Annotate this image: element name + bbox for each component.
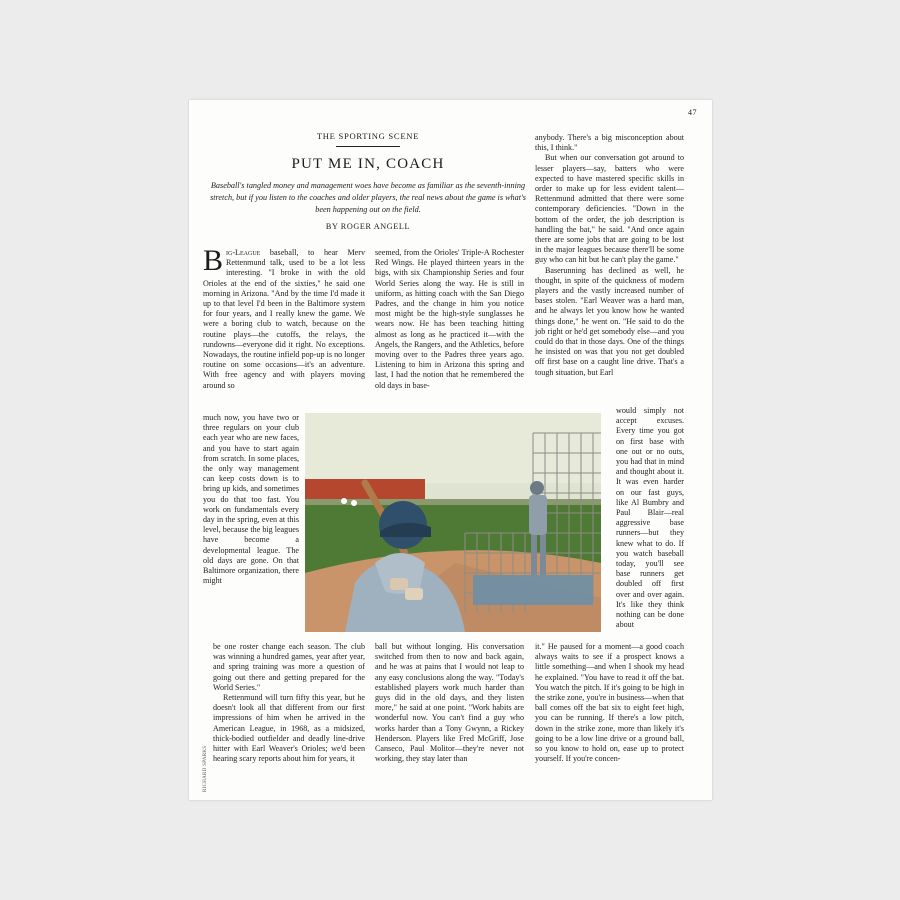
col3-paragraph-1: anybody. There's a big misconception about this, I think." <box>535 133 684 153</box>
col1-paragraph-2: Rettenmund will turn fifty this year, but he doesn't look all that different from our first impressions of him when he arrived in the American League, in 1968, as a midsized, thick-bodied outfielder and deadly line-drive hitter with Earl Weaver's Orioles; we'd been hearing scary reports about him for years, it <box>213 693 365 764</box>
kicker-rule <box>336 146 400 147</box>
lead-paragraph <box>203 244 365 391</box>
illustration-credit-text: RICHARD SPARKS <box>203 745 208 792</box>
col3-paragraph-2: But when our conversation got around to lesser players—say, batters who were expected to have mastered specific skills in order to make up for less evident talent—Rettenmund admitted that there were some contemporary deficiencies. "Down in the bottom of the order, the job description is handling the bat," he said. "And once again there are some jobs that are going to be lost in the major leagues because there'll be some guy who can hit but he can't play the game." <box>535 153 684 265</box>
page-number: 47 <box>688 108 697 117</box>
illustration-credit <box>203 730 211 792</box>
lead-text: baseball, to hear Merv Rettenmund talk, used to be a lot less interesting. "I broke in with the old Orioles at the end of the sixties," he said one morning in Arizona. "And by the time I'd made it up to that level I'd been in the Baltimore system for four years, and I really knew the game. We were a boring club to watch, because on the routine plays—the cutoffs, the relays, the rundowns—everyone did it right. No exceptions. Nowadays, the routine infield pop-up is no longer routine on some occasions—it's an adventure. With free agency and with players moving around so <box>203 248 365 390</box>
col2-top-text: seemed, from the Orioles' Triple-A Rochester Red Wings. He played thirteen years in the bigs, with six Championship Series and four World Series along the way. He is still in uniform, as hitting coach with the San Diego Padres, and the change in him you notice most might be the high-style sunglasses he wears now. He has been teaching hitting almost as long as he practiced it—with the Angels, the Rangers, and the Athletics, before moving over to the Padres three years ago. Listening to him in Arizona this spring and last, I had the notion that he remembered the old days in base- <box>375 248 524 390</box>
article-header <box>203 131 533 231</box>
column-1-bottom <box>213 642 365 792</box>
wrap-text-right: would simply not accept excuses. Every time you got on first base with one out or no outs, you had that in mind and thought about it. It was even harder on our fast guys, like Al Bumbry and Paul Blair—real aggressive base runners—but they knew what to do. If you watch baseball today, you'll see base runners get doubled off first over and over again. It's like they think nothing can be done about <box>616 406 684 630</box>
column-2-top <box>375 248 524 410</box>
col3-paragraph-3: Baserunning has declined as well, he thought, in spite of the quickness of modern players and the vastly increased number of bases stolen. "Earl Weaver was a hard man, and he always let you know how he wanted things done," he went on. "He said to do the job right or he'd get somebody else—and you could do that in those days. One of the things he insisted on was that you not get doubled off first base on a caught line drive. That's a tough situation, but Earl <box>535 265 684 377</box>
col2-bottom-text: ball but without longing. His conversation switched from then to now and back again, and he was at pains that I would not leap to any easy conclusions along the way. "Today's established players work much harder than guys did in the old days, and they listen more," he said at one point. "Work habits are wonderful now. You can't find a guy who works harder than a Tony Gwynn, a Rickey Henderson. Players like Fred McGriff, Jose Canseco, Paul Molitor—they're never not working, they stay later than <box>375 642 524 764</box>
column-1-wrap <box>203 413 299 641</box>
baseball-illustration <box>305 413 601 632</box>
col3-bottom-text: it." He paused for a moment—a good coach always waits to see if a prospect knows a little something—and when I shook my head he explained. "You have to read it off the bat. You watch the pitch. If it's going to be high in the strike zone, you're in business—when that ball comes off the bat six to eight feet high, you can be running. If there's a low pitch, down in the strike zone, more than likely it's going to be a low line drive or a ground ball, so you know to hold on, ease up to protect yourself. If you're concen- <box>535 642 684 764</box>
lead-small-caps: ig-League <box>226 248 261 257</box>
column-1-top <box>203 244 365 412</box>
wrap-text-left: much now, you have two or three regulars on your club each year who are new faces, and you have to start again from scratch. In some places, the only way management can keep costs down is to bring up kids, and sometimes you do that too fast. You work on fundamentals every day in the spring, even at this level, because the big leagues have become a developmental league. The old days are gone. On that Baltimore organization, there might <box>203 413 299 586</box>
byline: BY ROGER ANGELL <box>325 222 411 231</box>
section-kicker: THE SPORTING SCENE <box>316 131 420 141</box>
magazine-page <box>189 100 712 800</box>
column-3-top <box>535 133 684 404</box>
article-title: PUT ME IN, COACH <box>291 156 445 172</box>
article-dek: Baseball's tangled money and management woes have become as familiar as the seventh-inning stretch, but if you listen to the coaches and older players, the real news about the game is what's been happening out on the field. <box>210 181 526 214</box>
column-2-bottom <box>375 642 524 792</box>
drop-cap: B <box>203 244 224 277</box>
col1-continuation: be one roster change each season. The club was winning a hundred games, year after year, and spring training was more a question of going out there and getting prepared for the World Series." <box>213 642 365 692</box>
column-3-wrap <box>616 406 684 641</box>
column-3-bottom <box>535 642 684 792</box>
